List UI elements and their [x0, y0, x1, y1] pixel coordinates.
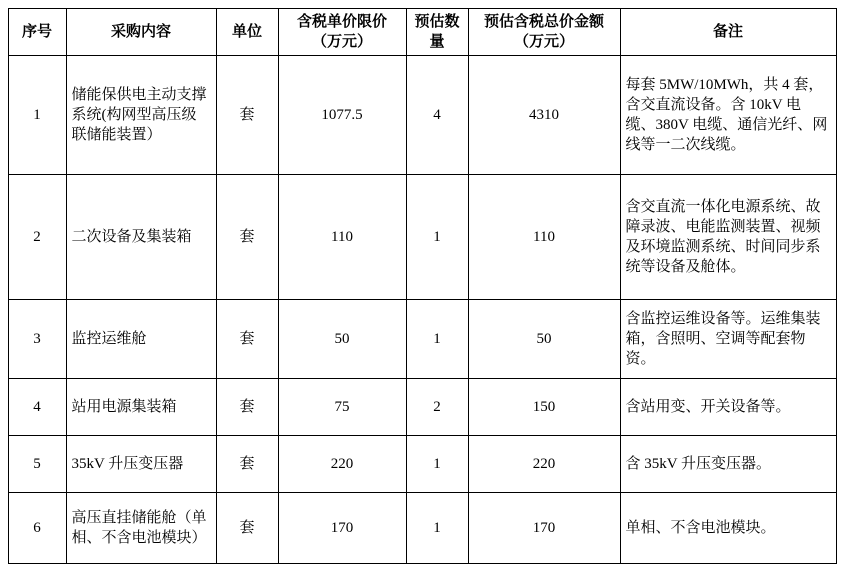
table-header: [8, 9, 836, 56]
column-header-quantity: 预估数量: [406, 9, 468, 56]
table-row: [8, 300, 836, 379]
cell-quantity: 1: [406, 436, 468, 493]
cell-quantity: 2: [406, 379, 468, 436]
cell-unit: 套: [216, 300, 278, 379]
cell-unit-price: 220: [278, 436, 406, 493]
column-header-total-price: 预估含税总价金额（万元）: [468, 9, 620, 56]
cell-index: 1: [8, 56, 66, 175]
table-header-row: [8, 9, 836, 56]
cell-quantity: 1: [406, 300, 468, 379]
cell-total-price: 50: [468, 300, 620, 379]
column-header-unit-price: 含税单价限价（万元）: [278, 9, 406, 56]
cell-quantity: 1: [406, 493, 468, 564]
table-row: [8, 493, 836, 564]
cell-unit: 套: [216, 493, 278, 564]
cell-name: 站用电源集装箱: [66, 379, 216, 436]
cell-note: 单相、不含电池模块。: [620, 493, 836, 564]
cell-index: 6: [8, 493, 66, 564]
cell-note: 每套 5MW/10MWh，共 4 套，含交直流设备。含 10kV 电缆、380V 电缆、通信光纤、网线等一二次线缆。: [620, 56, 836, 175]
cell-unit: 套: [216, 436, 278, 493]
cell-total-price: 150: [468, 379, 620, 436]
cell-unit: 套: [216, 379, 278, 436]
procurement-table: [8, 8, 837, 564]
column-header-name: 采购内容: [66, 9, 216, 56]
cell-total-price: 220: [468, 436, 620, 493]
cell-name: 35kV 升压变压器: [66, 436, 216, 493]
column-header-note: 备注: [620, 9, 836, 56]
cell-unit-price: 110: [278, 175, 406, 300]
cell-unit: 套: [216, 56, 278, 175]
cell-unit-price: 50: [278, 300, 406, 379]
table-row: [8, 379, 836, 436]
table-row: [8, 56, 836, 175]
cell-quantity: 4: [406, 56, 468, 175]
cell-note: 含站用变、开关设备等。: [620, 379, 836, 436]
column-header-unit: 单位: [216, 9, 278, 56]
cell-name: 监控运维舱: [66, 300, 216, 379]
table-row: [8, 436, 836, 493]
cell-unit-price: 1077.5: [278, 56, 406, 175]
cell-total-price: 110: [468, 175, 620, 300]
column-header-index: 序号: [8, 9, 66, 56]
cell-unit-price: 170: [278, 493, 406, 564]
cell-total-price: 4310: [468, 56, 620, 175]
cell-note: 含监控运维设备等。运维集装箱，含照明、空调等配套物资。: [620, 300, 836, 379]
cell-name: 储能保供电主动支撑系统(构网型高压级联储能装置）: [66, 56, 216, 175]
cell-index: 2: [8, 175, 66, 300]
table-row: [8, 175, 836, 300]
cell-note: 含 35kV 升压变压器。: [620, 436, 836, 493]
cell-index: 3: [8, 300, 66, 379]
cell-unit-price: 75: [278, 379, 406, 436]
cell-total-price: 170: [468, 493, 620, 564]
cell-index: 5: [8, 436, 66, 493]
cell-name: 高压直挂储能舱（单相、不含电池模块）: [66, 493, 216, 564]
cell-unit: 套: [216, 175, 278, 300]
cell-note: 含交直流一体化电源系统、故障录波、电能监测装置、视频及环境监测系统、时间同步系统等设备及舱体。: [620, 175, 836, 300]
cell-name: 二次设备及集装箱: [66, 175, 216, 300]
cell-quantity: 1: [406, 175, 468, 300]
table-body: [8, 56, 836, 564]
cell-index: 4: [8, 379, 66, 436]
